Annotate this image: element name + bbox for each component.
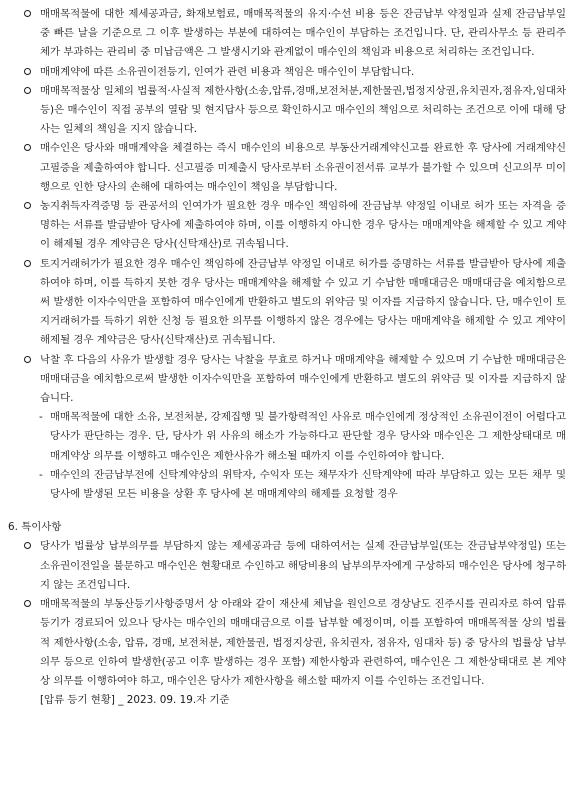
item-text: 토지거래허가가 필요한 경우 매수인 책임하에 잔금납부 약정일 이내로 허가를 증명하는 서류를 발급받아 당사에 제출하여야 하며, 이를 득하지 못한 경우 당사는 매매계약을 해제할 수 있고 기 수납한 매매대금은 매매대금을 예치함으로써 발생한 이자수익만을 포함하여 매수인에게 반환하고 별도의 위약금 및 이자를 지급하지 않습니다. 단, 매수인이 토지거래허가를 득하기 위한 신청 등 필요한 의무를 이행하지 않은 경우에는 당사는 매매계약을 해제할 수 있고 계약이 해제될 경우 계약금은 당사(신탁재산)로 귀속됩니다.: [40, 257, 566, 347]
subitem-text: 매매목적물에 대한 소유, 보전처분, 강제집행 및 불가항력적인 사유로 매수인에게 정상적인 소유권이전이 어렵다고 당사가 판단하는 경우. 단, 당사가 위 사유의 해소가 가능하다고 판단할 경우 당사와 매수인은 그 제한상태대로 매매계약상 의무를 이행하고 매수인은 제한사유가 해소될 때까지 이를 수인하여야 합니다.: [50, 411, 566, 462]
item-text: 매매목적물에 대한 제세공과금, 화재보험료, 매매목적물의 유지·수선 비용 등은 잔금납부 약정일과 실제 잔금납부일 중 빠른 날을 기준으로 그 이후 발생하는 부분에 대하여는 매수인이 부담하는 조건입니다. 단, 관리사무소 등 관리주체가 부과하는 관리비 중 미납금액은 그 발생시기와 관계없이 매수인의 책임과 비용으로 처리하는 조건입니다.: [40, 8, 566, 59]
item-text: 매수인은 당사와 매매계약을 체결하는 즉시 매수인의 비용으로 부동산거래계약신고를 완료한 후 당사에 거래계약신고필증을 제출하여야 합니다. 신고필증 미제출시 당사로부터 소유권이전서류 교부가 불가할 수 있으며 신고의무 미이행으로 인한 당사의 손해에 대하여는 매수인이 책임을 부담합니다.: [40, 142, 566, 193]
sub-list-item: [0, 466, 576, 504]
item-text: 당사가 법률상 납부의무를 부담하지 않는 제세공과금 등에 대하여서는 실제 잔금납부일(또는 잔금납부약정일) 또는 소유권이전일을 불문하고 매수인은 현황대로 수인하고 해당비용의 납부의무자에게 구상하되 매수인은 당사에 청구하지 않는 조건입니다.: [40, 540, 566, 591]
subitem-text: 매수인의 잔금납부전에 신탁계약상의 위탁자, 수익자 또는 채무자가 신탁계약에 따라 부담하고 있는 모든 채무 및 당사에 발생된 모든 비용을 상환 후 당사에 본 매매계약의 해제를 요청할 경우: [50, 468, 566, 501]
list-item: [0, 63, 576, 82]
seizure-registration-note: [압류 등기 현황] _ 2023. 09. 19.자 기준: [40, 694, 230, 707]
item-text: 낙찰 후 다음의 사유가 발생할 경우 당사는 낙찰을 무효로 하거나 매매계약을 해제할 수 있으며 기 수납한 매매대금은 매매대금을 예치함으로써 발생한 이자수익만을 포함하여 매수인에게 반환하고 별도의 위약금 및 이자를 지급하지 않습니다.: [40, 353, 566, 405]
section-title: 6. 특이사항: [8, 521, 62, 534]
circle-bullet-icon: [24, 542, 31, 549]
list-item: [0, 5, 576, 63]
item-text: 매매목적물의 부동산등기사항증명서 상 아래와 같이 재산세 체납을 원인으로 경상남도 진주시를 권리자로 하여 압류등기가 경료되어 있으나 당사는 매수인의 매매대금으로 이를 납부할 예정이며, 이를 포함하여 매매목적물 상의 법률적 제한사항(소송, 압류, 경매, 보전처분, 제한물권, 법정지상권, 유치권자, 점유자, 임대차 등) 중 당사의 법률상 납부의무 등으로 인하여 발생한(공고 이후 발생하는 경우 포함) 제한사항과 관련하여, 매수인은 그 제한상태대로 본 계약 상 의무를 이행하여야 하고, 매수인은 당사가 제한사항을 해소할 때까지 이를 수인하는 조건입니다.: [40, 598, 566, 687]
dash-bullet-icon: -: [39, 411, 43, 424]
circle-bullet-icon: [24, 144, 31, 151]
list-item: [0, 255, 576, 351]
circle-bullet-icon: [24, 10, 31, 17]
list-item: [0, 351, 576, 409]
circle-bullet-icon: [24, 356, 31, 363]
circle-bullet-icon: [24, 260, 31, 267]
list-item: [0, 595, 576, 691]
circle-bullet-icon: [24, 68, 31, 75]
circle-bullet-icon: [24, 600, 31, 607]
item-text: 매매목적물상 일체의 법률적·사실적 제한사항(소송,압류,경매,보전처분,제한물권,법정지상권,유치권자,점유자,임대차 등)은 매수인이 직접 공부의 열람 및 현지답사 등으로 확인하시고 매수인의 책임으로 처리하는 조건으로 이에 대해 당사는 일체의 책임을 지지 않습니다.: [40, 84, 566, 136]
list-item: [0, 537, 576, 595]
circle-bullet-icon: [24, 202, 31, 209]
sub-list-item: [0, 408, 576, 466]
list-item: [0, 197, 576, 255]
circle-bullet-icon: [24, 87, 31, 94]
list-item: [0, 139, 576, 197]
item-text: 농지취득자격증명 등 관공서의 인여가가 필요한 경우 매수인 책임하에 잔금납부 약정일 이내로 허가 또는 자격을 증명하는 서류를 발급받아 당사에 제출하여야 하며, 이를 이행하지 아니한 경우 당사는 매매계약을 해제할 수 있고 계약이 해제될 경우 계약금은 당사(신탁재산)로 귀속됩니다.: [40, 200, 566, 251]
dash-bullet-icon: -: [39, 468, 43, 481]
list-item: [0, 82, 576, 140]
item-text: 매매계약에 따른 소유권이전등기, 인여가 관련 비용과 책임은 매수인이 부담합니다.: [40, 65, 415, 78]
